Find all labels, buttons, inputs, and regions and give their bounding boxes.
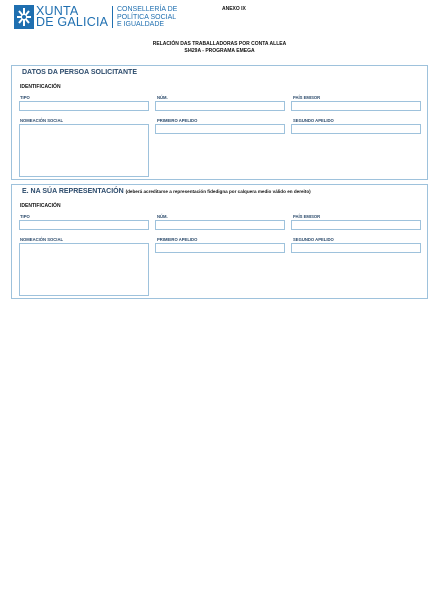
identification-subtitle: IDENTIFICACIÓN <box>20 203 61 209</box>
primeiro-apelido-field[interactable] <box>155 243 285 253</box>
pais-emisor-label: PAÍS EMISOR <box>293 95 321 100</box>
department-name: CONSELLERÍA DE POLÍTICA SOCIAL E IGUALDADE <box>117 6 178 29</box>
pais-emisor-label: PAÍS EMISOR <box>293 214 321 219</box>
segundo-apelido-field[interactable] <box>291 243 421 253</box>
document-title: RELACIÓN DAS TRABALLADORAS POR CONTA ALLEA SI429A - PROGRAMA EMEGA <box>152 41 287 54</box>
primeiro-apelido-label: PRIMEIRO APELIDO <box>157 237 198 242</box>
num-field[interactable] <box>155 220 285 230</box>
section-title: DATOS DA PERSOA SOLICITANTE <box>22 69 137 76</box>
identification-subtitle: IDENTIFICACIÓN <box>20 84 61 90</box>
tipo-field[interactable] <box>19 220 149 230</box>
xunta-cross-logo-icon <box>14 5 34 29</box>
representation-note: (deberá acreditarse a representación fidedigna por calquera medio válido en dereito) <box>125 189 311 194</box>
annex-label: ANEXO IX <box>222 6 246 12</box>
applicant-section <box>11 65 428 180</box>
nomeacion-social-field[interactable] <box>19 243 149 296</box>
num-label: NÚM. <box>157 214 168 219</box>
nomeacion-social-label: NOMEACIÓN SOCIAL <box>20 237 64 242</box>
tipo-field[interactable] <box>19 101 149 111</box>
num-label: NÚM. <box>157 95 168 100</box>
tipo-label: TIPO <box>20 95 30 100</box>
nomeacion-social-label: NOMEACIÓN SOCIAL <box>20 118 64 123</box>
num-field[interactable] <box>155 101 285 111</box>
segundo-apelido-field[interactable] <box>291 124 421 134</box>
section-title: E. NA SÚA REPRESENTACIÓN (deberá acreditarse a representación fidedigna por calquera medio válido en dereito) <box>22 188 311 195</box>
logo-separator <box>112 6 113 28</box>
primeiro-apelido-label: PRIMEIRO APELIDO <box>157 118 198 123</box>
segundo-apelido-label: SEGUNDO APELIDO <box>293 237 334 242</box>
representation-section <box>11 184 428 299</box>
segundo-apelido-label: SEGUNDO APELIDO <box>293 118 334 123</box>
tipo-label: TIPO <box>20 214 30 219</box>
pais-emisor-field[interactable] <box>291 220 421 230</box>
pais-emisor-field[interactable] <box>291 101 421 111</box>
document-header <box>14 4 425 30</box>
nomeacion-social-field[interactable] <box>19 124 149 177</box>
xunta-logo-text: XUNTA DE GALICIA <box>36 4 109 29</box>
primeiro-apelido-field[interactable] <box>155 124 285 134</box>
